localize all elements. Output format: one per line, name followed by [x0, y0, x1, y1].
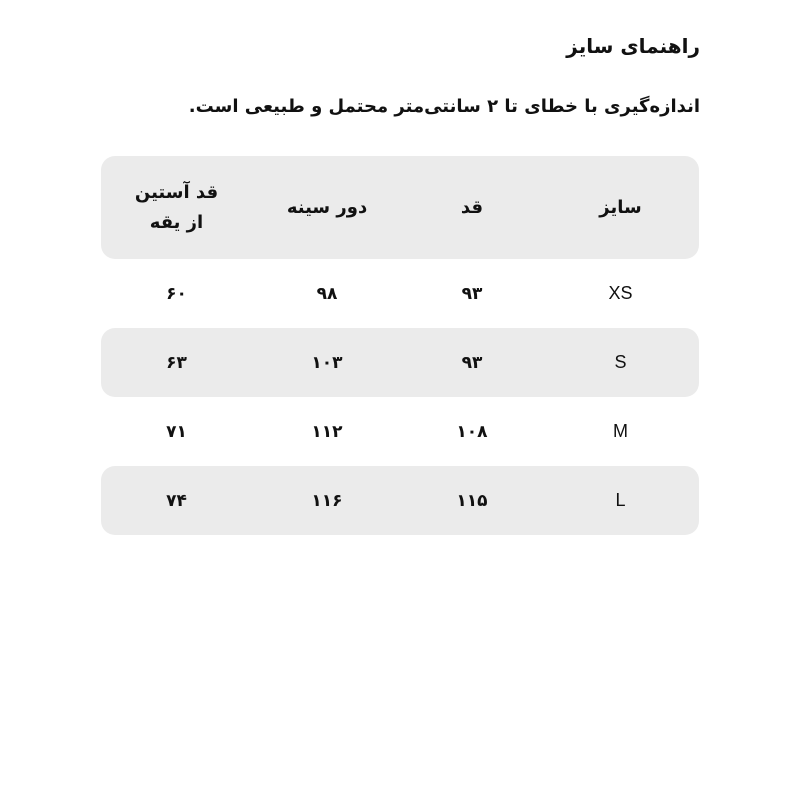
table-row: [101, 259, 699, 328]
table-header-row: [101, 156, 699, 259]
cell-size: S: [614, 352, 627, 372]
header-sleeve: [101, 178, 252, 238]
header-size: سایز: [599, 196, 642, 218]
cell-size: L: [615, 490, 626, 510]
size-guide-table: [101, 156, 699, 535]
table-row: [101, 466, 699, 535]
header-sleeve-line1: قد آستین: [134, 181, 219, 203]
cell-height: ۹۳: [461, 283, 483, 304]
page-title: راهنمای سایز: [566, 34, 700, 58]
cell-sleeve: ۶۳: [166, 352, 187, 373]
header-chest: دور سینه: [286, 196, 368, 218]
cell-sleeve: ۶۰: [166, 283, 187, 304]
measurement-note: اندازه‌گیری با خطای تا ۲ سانتی‌متر محتمل و طبیعی است.: [188, 96, 700, 117]
cell-size: M: [613, 421, 628, 441]
table-row: [101, 328, 699, 397]
cell-height: ۱۰۸: [456, 421, 488, 442]
cell-chest: ۱۱۲: [311, 421, 343, 442]
cell-chest: ۱۱۶: [311, 490, 343, 511]
cell-chest: ۱۰۳: [311, 352, 343, 373]
cell-height: ۱۱۵: [456, 490, 488, 511]
header-sleeve-line2: از یقه: [149, 211, 204, 233]
header-height: قد: [460, 196, 484, 218]
cell-chest: ۹۸: [316, 283, 338, 304]
cell-size: XS: [608, 283, 633, 303]
table-row: [101, 397, 699, 466]
cell-height: ۹۳: [461, 352, 483, 373]
cell-sleeve: ۷۱: [166, 421, 187, 442]
cell-sleeve: ۷۴: [166, 490, 187, 511]
